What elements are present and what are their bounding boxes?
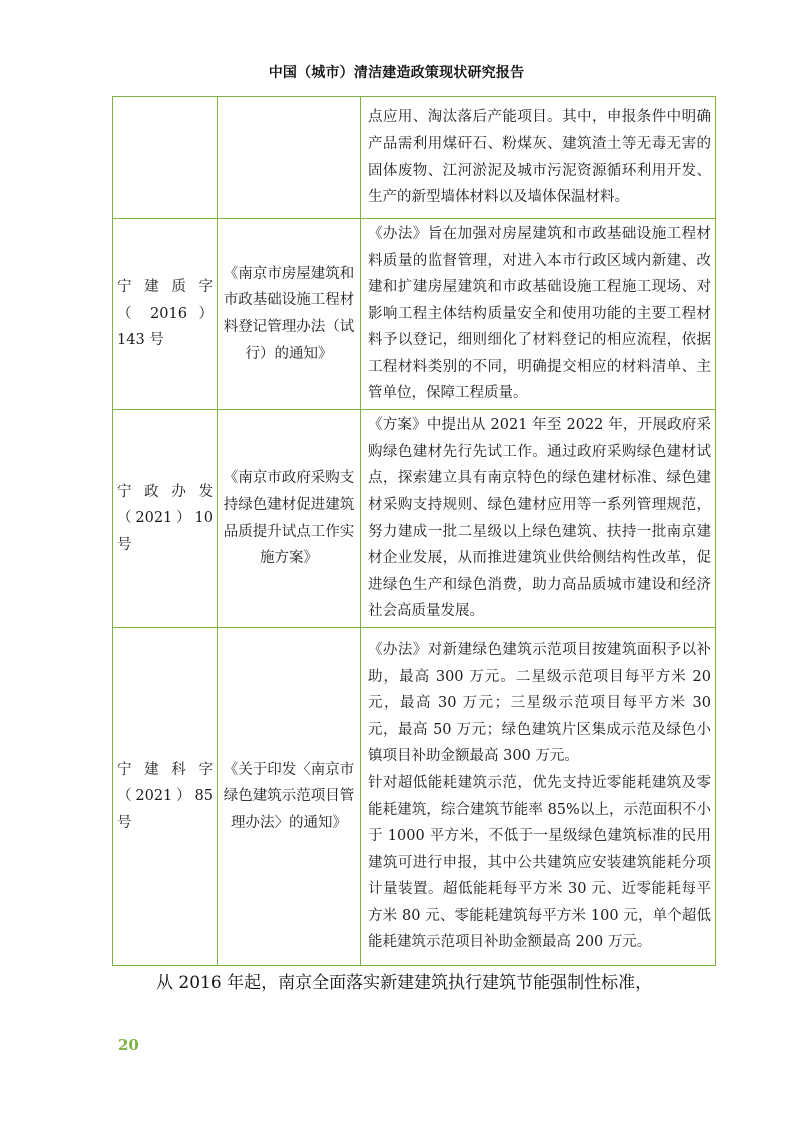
doc-number-line: （2021）10 <box>117 510 213 527</box>
body-paragraph: 从 2016 年起，南京全面落实新建建筑执行建筑节能强制性标准， <box>156 973 653 993</box>
doc-number-cell <box>113 628 218 966</box>
policy-content-cell <box>361 219 716 410</box>
policy-content-cell <box>361 97 716 219</box>
policy-table <box>112 96 716 966</box>
policy-content-paragraph: 《办法》旨在加强对房屋建筑和市政基础设施工程材料质量的监督管理，对进入本市行政区域内新建、改建和扩建房屋建筑和市政基础设施工程施工现场、对影响工程主体结构质量安全和使用功能的主要工程材料予以登记，细则细化了材料登记的相应流程，依据工程材料类别的不同，明确提交相应的材料清单、主管单位，保障工程质量。 <box>368 225 711 402</box>
doc-number-line: （ 2016 ） <box>117 305 213 322</box>
table-row <box>113 97 716 219</box>
doc-number-line: 号 <box>117 536 132 553</box>
page-header-title: 中国（城市）清洁建造政策现状研究报告 <box>268 65 525 81</box>
table-row <box>113 628 716 966</box>
policy-title-cell: 《南京市房屋建筑和市政基础设施工程材料登记管理办法（试行）的通知》 <box>218 219 361 410</box>
doc-number-line: 宁政办发 <box>117 483 213 500</box>
policy-content-cell <box>361 410 716 628</box>
doc-number-line: 143 号 <box>117 332 164 349</box>
table-row <box>113 219 716 410</box>
doc-number-line: 宁建科字 <box>117 761 213 778</box>
policy-content-cell <box>361 628 716 966</box>
doc-number-line: 宁建质字 <box>117 279 213 296</box>
doc-number-line: 号 <box>117 814 132 831</box>
page-number: 20 <box>118 1036 139 1054</box>
policy-title-cell: 《关于印发〈南京市绿色建筑示范项目管理办法〉的通知》 <box>218 628 361 966</box>
policy-title-cell <box>218 97 361 219</box>
policy-content-paragraph: 《办法》对新建绿色建筑示范项目按建筑面积予以补助，最高 300 万元。二星级示范项目每平方米 20 元，最高 30 万元；三星级示范项目每平方米 30 元，最高 50 万元；绿色建筑片区集成示范及绿色小镇项目补助金额最高 300 万元。 <box>368 641 711 765</box>
doc-number-cell <box>113 410 218 628</box>
policy-title-cell: 《南京市政府采购支持绿色建材促进建筑品质提升试点工作实施方案》 <box>218 410 361 628</box>
doc-number-line: （2021）85 <box>117 788 213 805</box>
policy-content-paragraph: 点应用、淘汰落后产能项目。其中，申报条件中明确产品需利用煤矸石、粉煤灰、建筑渣土等无毒无害的固体废物、江河淤泥及城市污泥资源循环利用开发、生产的新型墙体材料以及墙体保温材料。 <box>368 109 711 206</box>
doc-number-cell <box>113 97 218 219</box>
table-row <box>113 410 716 628</box>
policy-content-paragraph: 针对超低能耗建筑示范，优先支持近零能耗建筑及零能耗建筑，综合建筑节能率 85%以上，示范面积不小于 1000 平方米，不低于一星级绿色建筑标准的民用建筑可进行申报，其中公共建筑应安装建筑能耗分项计量装置。超低能耗每平方米 30 元、近零能耗每平方米 80 元、零能耗建筑每平方米 100 元，单个超低能耗建筑示范项目补助金额最高 200 万元。 <box>368 774 711 951</box>
policy-content-paragraph: 《方案》中提出从 2021 年至 2022 年，开展政府采购绿色建材先行先试工作。通过政府采购绿色建材试点，探索建立具有南京特色的绿色建材标准、绿色建材采购支持规则、绿色建材应用等一系列管理规范，努力建成一批二星级以上绿色建筑、扶持一批南京建材企业发展，从而推进建筑业供给侧结构性改革，促进绿色生产和绿色消费，助力高品质城市建设和经济社会高质量发展。 <box>368 417 711 620</box>
doc-number-cell <box>113 219 218 410</box>
